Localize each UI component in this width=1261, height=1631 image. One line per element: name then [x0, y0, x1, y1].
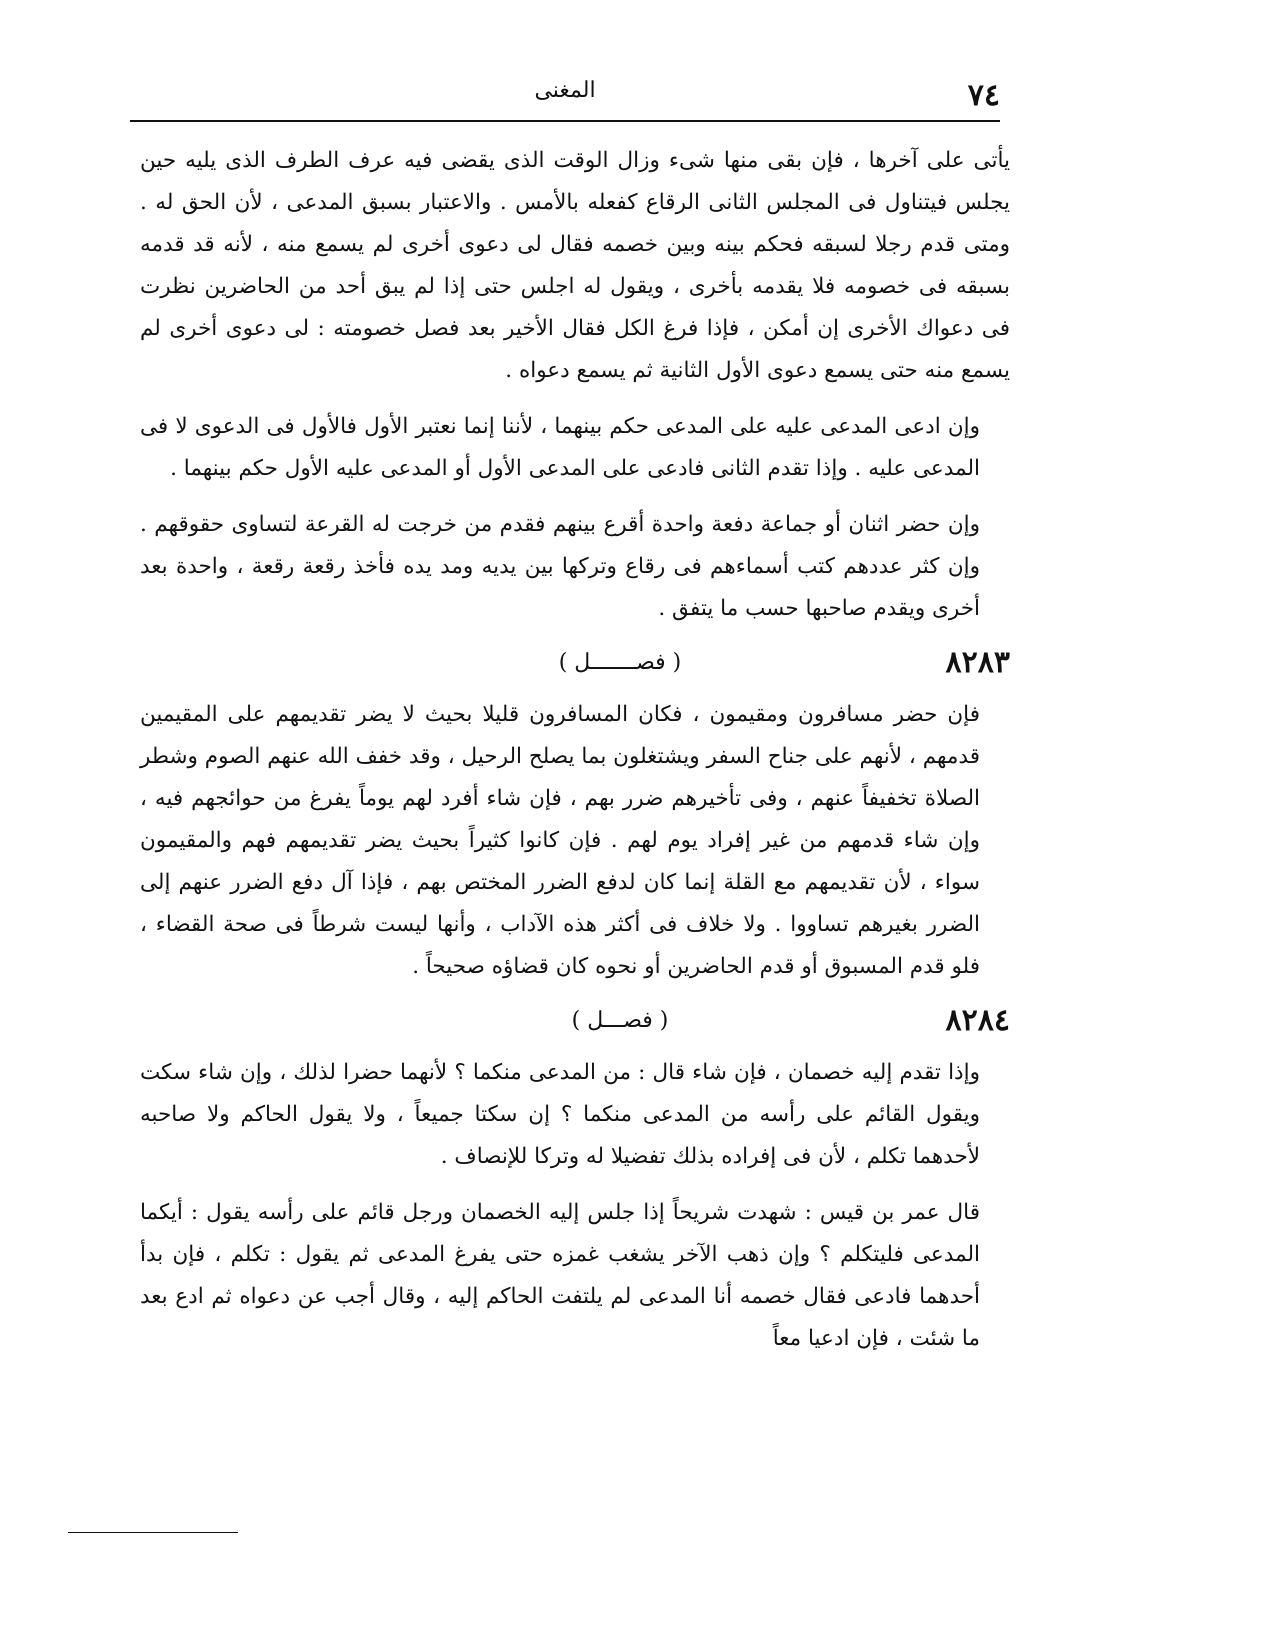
section-title: ( فصـــل )	[571, 1007, 669, 1033]
section-heading	[140, 634, 1010, 690]
paragraph: وإذا تقدم إليه خصمان ، فإن شاء قال : من المدعى منكما ؟ لأنهما حضرا لذلك ، وإن شاء سكت ويقول القائم على رأسه من المدعى منكما ؟ إن سكتا جميعاً ، ولا يقول الحاكم ولا صاحبه لأحدهما تكلم ، لأن فى إفراده بذلك تفضيلا له وتركا للإنصاف .	[140, 1060, 980, 1169]
section-title: ( فصـــــــل )	[558, 649, 682, 675]
section-number: ٨٢٨٤	[945, 1002, 1010, 1038]
page-header	[130, 72, 1000, 120]
header-rule	[130, 120, 1000, 122]
section-number: ٨٢٨٣	[945, 644, 1010, 680]
paragraph: فإن حضر مسافرون ومقيمون ، فكان المسافرون قليلا بحيث لا يضر تقديمهم على المقيمين قدمهم ، لأنهم على جناح السفر ويشتغلون بما يصلح الرحيل ، وقد خفف الله عنهم الصوم وشطر الصلاة تخفيفاً عنهم ، وفى تأخيرهم ضرر بهم ، فإن شاء أفرد لهم يوماً يفرغ من حوائجهم فيه ، وإن شاء قدمهم من غير إفراد يوم لهم . فإن كانوا كثيراً بحيث يضر تقديمهم فهم والمقيمون سواء ، لأن تقديمهم مع القلة إنما كان لدفع الضرر المختص بهم ، فإذا آل دفع الضرر عنهم إلى الضرر بغيرهم تساووا . ولا خلاف فى أكثر هذه الآداب ، وأنها ليست شرطاً فى صحة القضاء ، فلو قدم المسبوق أو قدم الحاضرين أو نحوه كان قضاؤه صحيحاً .	[140, 702, 980, 979]
page-number: ٧٤	[967, 78, 1000, 113]
page-body	[140, 140, 1010, 1360]
paragraph: وإن حضر اثنان أو جماعة دفعة واحدة أقرع بينهم فقدم من خرجت له القرعة لتساوى حقوقهم . وإن كثر عددهم كتب أسماءهم فى رقاع وتركها بين يديه ومد يده فأخذ رقعة رقعة ، واحدة بعد أخرى ويقدم صاحبها حسب ما يتفق .	[140, 512, 980, 621]
paragraph: قال عمر بن قيس : شهدت شريحاً إذا جلس إليه الخصمان ورجل قائم على رأسه يقول : أيكما المدعى فليتكلم ؟ وإن ذهب الآخر يشغب غمزه حتى يفرغ المدعى ثم يقول : تكلم ، فإن بدأ أحدهما فادعى فقال خصمه أنا المدعى لم يلتفت الحاكم إليه ، وقال أجب عن دعواه ثم ادع بعد ما شئت ، فإن ادعيا معاً	[140, 1200, 980, 1351]
running-title: المغنى	[534, 78, 596, 103]
footnote-rule	[68, 1532, 238, 1533]
paragraph: يأتى على آخرها ، فإن بقى منها شىء وزال الوقت الذى يقضى فيه عرف الطرف الذى يليه حين يجلس فيتناول فى المجلس الثانى الرقاع كفعله بالأمس . والاعتبار بسبق المدعى ، لأن الحق له . ومتى قدم رجلا لسبقه فحكم بينه وبين خصمه فقال لى دعوى أخرى لم يسمع منه ، لأنه قد قدمه بسبقه فى خصومه فلا يقدمه بأخرى ، ويقول له اجلس حتى إذا لم يبق أحد من الحاضرين نظرت فى دعواك الأخرى إن أمكن ، فإذا فرغ الكل فقال الأخير بعد فصل خصومته : لى دعوى أخرى لم يسمع منه حتى يسمع دعوى الأول الثانية ثم يسمع دعواه .	[140, 148, 1010, 383]
section-heading	[140, 992, 1010, 1048]
paragraph: وإن ادعى المدعى عليه على المدعى حكم بينهما ، لأننا إنما نعتبر الأول فالأول فى الدعوى لا فى المدعى عليه . وإذا تقدم الثانى فادعى على المدعى الأول أو المدعى عليه الأول حكم بينهما .	[140, 414, 980, 481]
